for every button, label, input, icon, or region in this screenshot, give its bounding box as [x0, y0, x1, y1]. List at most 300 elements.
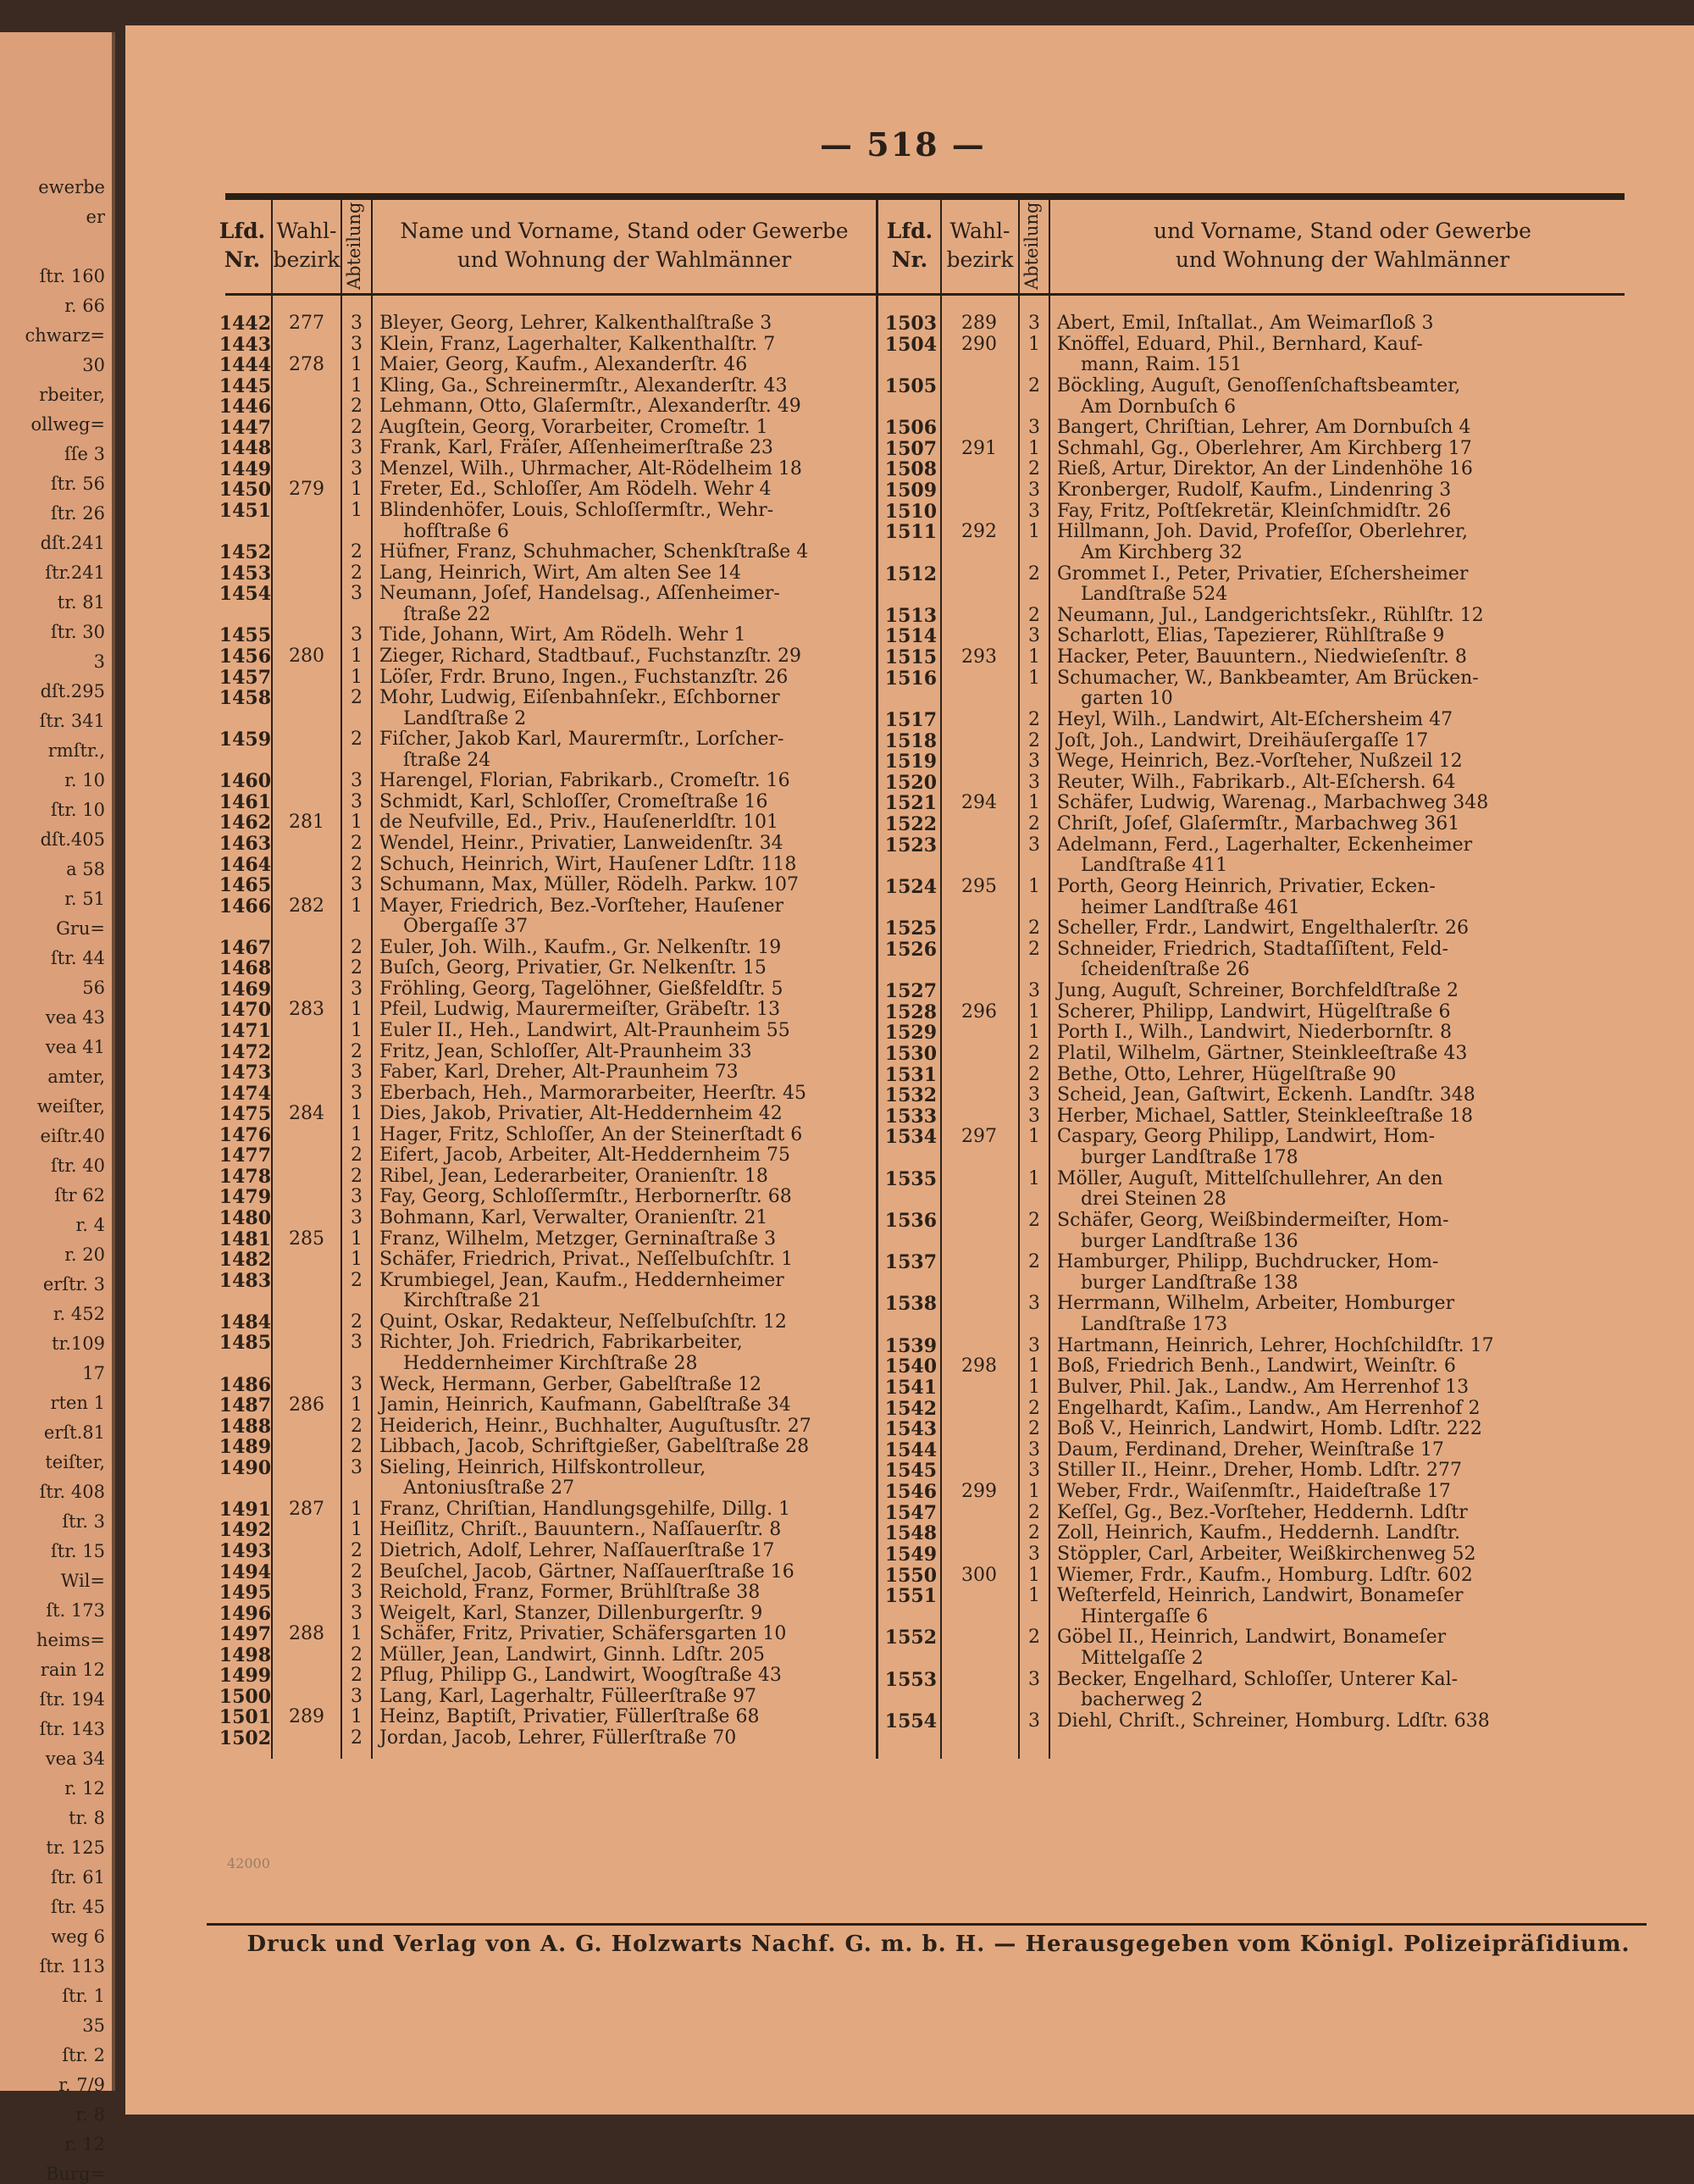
abteilung: 2 — [351, 1269, 363, 1291]
entry-number: 1474 — [219, 1082, 271, 1105]
entry-number: 1481 — [219, 1228, 271, 1250]
header-abteilung-right: Abteilung — [1021, 202, 1042, 290]
entry-text: Fay, Georg, Schloſſermſtr., Herbornerſtr. 68 — [379, 1186, 792, 1208]
entry-number: 1483 — [219, 1269, 271, 1292]
entry-text: Weſterfeld, Heinrich, Landwirt, Bonameſer — [1057, 1585, 1464, 1607]
left-page-fragment: 3 — [93, 651, 105, 672]
entry-text: mann, Raim. 151 — [1057, 354, 1243, 376]
left-page-fragment: ſtr. 1 — [62, 1986, 105, 2006]
abteilung: 1 — [351, 812, 363, 834]
entry-text: Hager, Fritz, Schloſſer, An der Steinerſtadt 6 — [379, 1123, 803, 1145]
abteilung: 2 — [1028, 1418, 1040, 1440]
entry-text: Schäfer, Friedrich, Privat., Neſſelbuſchſtr. 1 — [379, 1249, 794, 1271]
table-row — [125, 1211, 1694, 1231]
entry-text: Göbel II., Heinrich, Landwirt, Bonameſer — [1057, 1627, 1447, 1649]
left-page-fragment: ſtr. 113 — [39, 1956, 105, 1976]
entry-number: 1454 — [219, 583, 271, 606]
left-page-fragment: 56 — [82, 978, 105, 998]
entry-text: heimer Landſtraße 461 — [1057, 896, 1300, 918]
entry-text: Blindenhöfer, Louis, Schloſſermſtr., Wehr- — [379, 500, 774, 522]
table-row — [125, 502, 1694, 522]
entry-number: 1516 — [884, 667, 937, 690]
abteilung: 2 — [351, 1165, 363, 1187]
entry-text: Euler II., Heh., Landwirt, Alt-Praunheim 55 — [379, 1020, 790, 1041]
left-page-fragment: ſtr. 30 — [50, 622, 105, 642]
wahlbezirk: 294 — [961, 792, 997, 814]
entry-number: 1459 — [219, 729, 271, 751]
entry-text: drei Steinen 28 — [1057, 1189, 1226, 1211]
abteilung: 2 — [351, 1040, 363, 1062]
table-row — [125, 999, 1694, 1023]
entry-text: Franz, Wilhelm, Metzger, Gerninaſtraße 3 — [379, 1228, 777, 1250]
table-row — [125, 1352, 1694, 1378]
wahlbezirk: 280 — [289, 645, 324, 667]
abteilung: 2 — [1028, 1209, 1040, 1231]
table-row — [125, 543, 1694, 563]
header-lfd-nr: Lfd. Nr. — [219, 219, 266, 272]
table-row — [125, 459, 1694, 479]
entry-text: Schumacher, W., Bankbeamter, Am Brücken- — [1057, 667, 1479, 689]
entry-number: 1527 — [884, 980, 937, 1003]
left-page-fragment: teiſter, — [45, 1452, 105, 1472]
left-page-fragment: 35 — [82, 2015, 105, 2036]
abteilung: 3 — [351, 1207, 363, 1229]
entry-text: Porth, Georg Heinrich, Privatier, Ecken- — [1057, 875, 1436, 897]
footer-imprint: Druck und Verlag von A. G. Holzwarts Nachf. G. m. b. H. — Herausgegeben vom Königl. Polizeipräſidium. — [246, 1932, 1630, 1957]
entry-text: Obergaſſe 37 — [379, 916, 529, 938]
left-page-fragment: vea 41 — [45, 1037, 105, 1057]
entry-text: Bleyer, Georg, Lehrer, Kalkenthalſtraße 3 — [379, 313, 772, 334]
abteilung: 3 — [351, 1082, 363, 1104]
wahlbezirk: 285 — [289, 1228, 324, 1250]
entry-number: 1491 — [219, 1498, 271, 1521]
table-row — [125, 751, 1694, 772]
entry-number: 1532 — [884, 1084, 937, 1107]
entry-number: 1501 — [219, 1706, 271, 1729]
entry-text: Schäfer, Georg, Weißbindermeiſter, Hom- — [1057, 1209, 1449, 1231]
entry-text: Augſtein, Georg, Vorarbeiter, Cromeſtr. 1 — [379, 416, 768, 438]
entry-number: 1523 — [884, 834, 937, 856]
abteilung: 3 — [351, 1373, 363, 1395]
wahlbezirk: 278 — [289, 354, 324, 376]
entry-text: Reichold, Franz, Former, Brühlſtraße 38 — [379, 1582, 761, 1604]
table-row — [125, 1269, 1694, 1294]
entry-text: Frank, Karl, Fräſer, Aſſenheimerſtraße 23 — [379, 437, 773, 459]
table-row — [125, 936, 1694, 961]
entry-text: Pfeil, Ludwig, Maurermeiſter, Gräbeſtr. 13 — [379, 999, 781, 1021]
entry-number: 1477 — [219, 1145, 271, 1167]
entry-number: 1479 — [219, 1186, 271, 1209]
header-name-left: Name und Vorname, Stand oder Gewerbe und Wohnung der Wahlmänner — [400, 219, 849, 272]
entry-text: Am Dornbuſch 6 — [1057, 396, 1237, 418]
wahlbezirk: 297 — [961, 1126, 997, 1148]
table-row — [125, 1461, 1694, 1481]
table-row — [125, 1123, 1694, 1149]
abteilung: 2 — [1028, 563, 1040, 585]
entry-text: Fröhling, Georg, Tagelöhner, Gießfeldſtr. 5 — [379, 978, 783, 1000]
entry-number: 1515 — [884, 646, 937, 669]
abteilung: 2 — [1028, 813, 1040, 835]
entry-number: 1451 — [219, 500, 271, 523]
entry-number: 1489 — [219, 1436, 271, 1459]
left-page-fragment: vea 34 — [45, 1749, 105, 1769]
table-row — [125, 1082, 1694, 1107]
abteilung: 1 — [1028, 1355, 1040, 1377]
abteilung: 3 — [351, 457, 363, 479]
entry-text: Weigelt, Karl, Stanzer, Dillenburgerſtr. 9 — [379, 1602, 763, 1624]
abteilung: 1 — [351, 1394, 363, 1416]
entry-text: Franz, Chriſtian, Handlungsgehilfe, Dillg. 1 — [379, 1498, 791, 1520]
entry-text: Tide, Johann, Wirt, Am Rödelh. Wehr 1 — [379, 624, 746, 646]
entry-text: Heddernheimer Kirchſtraße 28 — [379, 1352, 698, 1374]
abteilung: 2 — [351, 957, 363, 979]
entry-text: Löſer, Frdr. Bruno, Ingen., Fuchstanzſtr. 26 — [379, 666, 789, 688]
entry-text: Schneider, Friedrich, Stadtaſſiſtent, Feld- — [1057, 938, 1448, 960]
table-row — [125, 647, 1694, 668]
entry-text: Richter, Joh. Friedrich, Fabrikarbeiter, — [379, 1332, 743, 1354]
abteilung: 2 — [351, 729, 363, 751]
abteilung: 1 — [1028, 1481, 1040, 1503]
entry-text: Hillmann, Joh. David, Profeſſor, Oberlehrer, — [1057, 521, 1468, 543]
entry-number: 1453 — [219, 562, 271, 585]
entry-number: 1530 — [884, 1042, 937, 1065]
wahlbezirk: 279 — [289, 479, 324, 501]
table-row — [125, 957, 1694, 981]
table-row — [125, 1065, 1694, 1085]
entry-text: Böckling, Auguſt, Genoſſenſchaftsbeamter, — [1057, 374, 1461, 396]
abteilung: 3 — [1028, 1668, 1040, 1690]
entry-number: 1543 — [884, 1418, 937, 1441]
left-page-fragment: ſtr. 45 — [50, 1897, 105, 1917]
wahlbezirk: 287 — [289, 1498, 324, 1520]
entry-text: Scharlott, Elias, Tapezierer, Rühlſtraße 9 — [1057, 625, 1445, 647]
entry-text: burger Landſtraße 178 — [1057, 1147, 1298, 1169]
left-page-fragment: ſſe 3 — [64, 444, 105, 464]
entry-number: 1495 — [219, 1582, 271, 1605]
table-row — [125, 1503, 1694, 1523]
abteilung: 2 — [1028, 458, 1040, 480]
entry-number: 1450 — [219, 479, 271, 502]
table-row — [125, 1148, 1694, 1168]
left-page-fragment: heims= — [36, 1630, 105, 1650]
entry-text: Platil, Wilhelm, Gärtner, Steinkleeſtraße 43 — [1057, 1042, 1468, 1064]
entry-text: Mohr, Ludwig, Eiſenbahnſekr., Eſchborner — [379, 687, 780, 709]
table-row — [125, 1399, 1694, 1419]
wahlbezirk: 298 — [961, 1355, 997, 1377]
left-page-fragment: dſt.295 — [40, 681, 105, 701]
entry-text: Daum, Ferdinand, Dreher, Weinſtraße 17 — [1057, 1438, 1444, 1461]
entry-text: Schmahl, Gg., Oberlehrer, Am Kirchberg 17 — [1057, 437, 1472, 459]
entry-number: 1511 — [884, 521, 937, 544]
entry-text: Kirchſtraße 21 — [379, 1290, 542, 1312]
entry-text: Schäfer, Ludwig, Warenag., Marbachweg 348 — [1057, 792, 1489, 814]
abteilung: 2 — [351, 1415, 363, 1437]
abteilung: 2 — [351, 1145, 363, 1167]
abteilung: 2 — [1028, 938, 1040, 960]
entry-text: Schuch, Heinrich, Wirt, Hauſener Ldſtr. 118 — [379, 853, 797, 875]
table-row — [125, 1690, 1694, 1710]
abteilung: 3 — [351, 1456, 363, 1478]
wahlbezirk: 296 — [961, 1001, 997, 1023]
header-wahlbezirk-right: Wahl- bezirk — [946, 219, 1014, 272]
entry-text: Menzel, Wilh., Uhrmacher, Alt-Rödelheim 18 — [379, 457, 802, 479]
entry-text: Klein, Franz, Lagerhalter, Kalkenthalſtr. 7 — [379, 333, 776, 355]
entry-text: Lehmann, Otto, Glaſermſtr., Alexanderſtr. 49 — [379, 396, 801, 418]
wahlbezirk: 295 — [961, 875, 997, 897]
wahlbezirk: 292 — [961, 521, 997, 543]
left-page-fragment: ewerbe — [38, 177, 105, 197]
entry-number: 1507 — [884, 437, 937, 460]
entry-number: 1469 — [219, 978, 271, 1001]
abteilung: 3 — [351, 1186, 363, 1208]
abteilung: 3 — [1028, 1105, 1040, 1127]
entry-text: Keſſel, Gg., Bez.-Vorſteher, Heddernh. Ldſtr — [1057, 1501, 1468, 1523]
abteilung: 2 — [1028, 1063, 1040, 1085]
left-page-fragment: erſtr. 3 — [42, 1274, 105, 1294]
entry-number: 1505 — [884, 374, 937, 397]
abteilung: 2 — [351, 687, 363, 709]
abteilung: 2 — [1028, 1042, 1040, 1064]
entry-text: Hartmann, Heinrich, Lehrer, Hochſchildſtr. 17 — [1057, 1334, 1494, 1356]
left-page-fragment: ſtr. 408 — [39, 1482, 105, 1502]
table-row — [125, 1336, 1694, 1356]
wahlbezirk: 289 — [289, 1706, 324, 1728]
wahlbezirk: 293 — [961, 646, 997, 668]
entry-number: 1504 — [884, 333, 937, 356]
entry-number: 1470 — [219, 999, 271, 1022]
table-row — [125, 668, 1694, 689]
left-page-fragment: ſtr. 10 — [50, 800, 105, 820]
table-row — [125, 814, 1694, 834]
table-row — [125, 397, 1694, 418]
entry-text: Lang, Heinrich, Wirt, Am alten See 14 — [379, 562, 742, 584]
abteilung: 2 — [351, 396, 363, 418]
entry-text: Wiemer, Frdr., Kaufm., Homburg. Ldſtr. 602 — [1057, 1564, 1473, 1586]
abteilung: 3 — [351, 1062, 363, 1084]
left-page-fragment: 30 — [82, 355, 105, 375]
left-page-fragment: r. 452 — [53, 1304, 105, 1324]
entry-text: Landſtraße 2 — [379, 707, 527, 729]
left-page-fragment: ollweg= — [30, 414, 105, 435]
abteilung: 1 — [1028, 792, 1040, 814]
abteilung: 1 — [351, 1228, 363, 1250]
table-row — [125, 1670, 1694, 1690]
entry-text: Heyl, Wilh., Landwirt, Alt-Eſchersheim 47 — [1057, 708, 1453, 730]
entry-text: Stöppler, Carl, Arbeiter, Weißkirchenweg 52 — [1057, 1543, 1476, 1565]
left-page-fragment: r. 20 — [64, 1244, 105, 1265]
table-row — [125, 853, 1694, 877]
table-row — [125, 1165, 1694, 1190]
abteilung: 3 — [351, 1602, 363, 1624]
abteilung: 3 — [1028, 771, 1040, 793]
entry-number: 1449 — [219, 457, 271, 480]
abteilung: 3 — [1028, 1084, 1040, 1106]
entry-text: Zieger, Richard, Stadtbauf., Fuchstanzſtr. 29 — [379, 645, 801, 667]
entry-text: Landſtraße 173 — [1057, 1314, 1228, 1336]
abteilung: 3 — [1028, 751, 1040, 773]
entry-text: Heinz, Baptiſt, Privatier, Füllerſtraße 68 — [379, 1706, 760, 1728]
table-row — [125, 439, 1694, 459]
left-page-fragment: r. 10 — [64, 770, 105, 790]
entry-text: Ribel, Jean, Lederarbeiter, Oranienſtr. 18 — [379, 1165, 768, 1187]
entry-text: ſtraße 24 — [379, 749, 491, 771]
entry-text: Bangert, Chriſtian, Lehrer, Am Dornbuſch 4 — [1057, 417, 1471, 439]
left-page-fragment: tr. 8 — [69, 1808, 105, 1828]
entry-text: Stiller II., Heinr., Dreher, Homb. Ldſtr. 277 — [1057, 1460, 1462, 1482]
header-bottom-rule — [225, 293, 1625, 296]
entry-text: Neumann, Joſef, Handelsag., Aſſenheimer- — [379, 583, 780, 605]
wahlbezirk: 288 — [289, 1623, 324, 1645]
entry-text: Freter, Ed., Schloſſer, Am Rödelh. Wehr 4 — [379, 479, 772, 501]
entry-number: 1480 — [219, 1207, 271, 1230]
entry-text: Wege, Heinrich, Bez.-Vorſteher, Nußzeil 12 — [1057, 751, 1463, 773]
table-row — [125, 1566, 1694, 1586]
abteilung: 3 — [1028, 1438, 1040, 1461]
left-page-fragment: ſtr. 26 — [50, 503, 105, 524]
abteilung: 2 — [1028, 374, 1040, 396]
entry-number: 1448 — [219, 437, 271, 460]
table-row — [125, 1103, 1694, 1128]
entry-text: Scherer, Philipp, Landwirt, Hügelſtraße 6 — [1057, 1001, 1451, 1023]
entry-text: ſcheidenſtraße 26 — [1057, 959, 1250, 981]
wahlbezirk: 286 — [289, 1394, 324, 1416]
entry-text: ſtraße 22 — [379, 603, 491, 625]
table-row — [125, 832, 1694, 856]
abteilung: 3 — [1028, 479, 1040, 501]
entry-number: 1464 — [219, 853, 271, 876]
entry-number: 1547 — [884, 1501, 937, 1524]
entry-number: 1456 — [219, 645, 271, 668]
table-row — [125, 313, 1694, 334]
entry-text: Reuter, Wilh., Fabrikarb., Alt-Eſchersh. 64 — [1057, 771, 1456, 793]
left-page-fragment: r. 7/9 — [58, 2075, 105, 2095]
table-row — [125, 1523, 1694, 1544]
abteilung: 1 — [1028, 521, 1040, 543]
entry-number: 1526 — [884, 938, 937, 961]
entry-number: 1549 — [884, 1543, 937, 1566]
entry-text: bacherweg 2 — [1057, 1689, 1204, 1711]
entry-number: 1524 — [884, 875, 937, 898]
entry-text: Herber, Michael, Sattler, Steinkleeſtraße 18 — [1057, 1105, 1473, 1127]
wahlbezirk: 300 — [961, 1564, 997, 1586]
entry-text: Landſtraße 411 — [1057, 855, 1228, 877]
entry-number: 1478 — [219, 1165, 271, 1188]
abteilung: 1 — [1028, 1564, 1040, 1586]
entry-number: 1472 — [219, 1040, 271, 1063]
abteilung: 3 — [1028, 625, 1040, 647]
entry-number: 1550 — [884, 1564, 937, 1587]
entry-number: 1534 — [884, 1126, 937, 1149]
table-row — [125, 418, 1694, 438]
abteilung: 2 — [351, 832, 363, 854]
header-wahlbezirk: Wahl- bezirk — [273, 219, 340, 272]
abteilung: 1 — [1028, 1585, 1040, 1607]
left-page-fragment: a 58 — [66, 859, 105, 879]
abteilung: 2 — [1028, 1397, 1040, 1419]
document-page — [125, 25, 1694, 2115]
left-page-fragment: r. 4 — [75, 1215, 105, 1235]
abteilung: 1 — [351, 999, 363, 1021]
abteilung: 1 — [351, 1623, 363, 1645]
wahlbezirk: 281 — [289, 812, 324, 834]
entry-text: Boß, Friedrich Benh., Landwirt, Weinſtr. 6 — [1057, 1355, 1456, 1377]
entry-text: Heiderich, Heinr., Buchhalter, Auguſtusſtr. 27 — [379, 1415, 811, 1437]
entry-number: 1486 — [219, 1373, 271, 1396]
abteilung: 1 — [1028, 875, 1040, 897]
entry-text: Adelmann, Ferd., Lagerhalter, Eckenheimer — [1057, 834, 1473, 856]
entry-text: Sieling, Heinrich, Hilfskontrolleur, — [379, 1456, 706, 1478]
entry-number: 1533 — [884, 1105, 937, 1128]
table-row — [125, 918, 1694, 939]
abteilung: 3 — [1028, 1460, 1040, 1482]
entry-number: 1554 — [884, 1710, 937, 1732]
abteilung: 2 — [351, 1665, 363, 1687]
entry-text: Bulver, Phil. Jak., Landw., Am Herrenhof 13 — [1057, 1376, 1470, 1398]
entry-text: Dies, Jakob, Privatier, Alt-Heddernheim 42 — [379, 1103, 783, 1125]
left-page-fragment: tr. 125 — [46, 1838, 105, 1858]
abteilung: 1 — [351, 1498, 363, 1520]
entry-text: Buſch, Georg, Privatier, Gr. Nelkenſtr. 15 — [379, 957, 767, 979]
entry-text: Libbach, Jacob, Schriftgießer, Gabelſtraße 28 — [379, 1436, 810, 1458]
entry-number: 1445 — [219, 374, 271, 397]
table-row — [125, 355, 1694, 375]
entry-number: 1452 — [219, 541, 271, 564]
entry-text: Lang, Karl, Lagerhaltr, Fülleerſtraße 97 — [379, 1685, 757, 1707]
entry-number: 1498 — [219, 1644, 271, 1666]
left-page-fragment: dſt.405 — [40, 829, 105, 850]
table-row — [125, 1711, 1694, 1732]
abteilung: 1 — [351, 354, 363, 376]
table-row — [125, 522, 1694, 542]
entry-text: Am Kirchberg 32 — [1057, 541, 1243, 563]
entry-number: 1465 — [219, 874, 271, 897]
entry-number: 1488 — [219, 1415, 271, 1438]
abteilung: 2 — [351, 1727, 363, 1749]
entry-text: Boß V., Heinrich, Landwirt, Homb. Ldſtr. 222 — [1057, 1418, 1482, 1440]
left-page-fragment: ſtr. 143 — [39, 1719, 105, 1739]
entry-text: Bethe, Otto, Lehrer, Hügelſtraße 90 — [1057, 1063, 1397, 1085]
entry-text: Hacker, Peter, Bauuntern., Niedwieſenſtr. 8 — [1057, 646, 1467, 668]
table-row — [125, 603, 1694, 627]
abteilung: 3 — [1028, 1293, 1040, 1315]
entry-text: Eifert, Jacob, Arbeiter, Alt-Heddernheim 75 — [379, 1145, 791, 1167]
table-row — [125, 376, 1694, 396]
abteilung: 2 — [1028, 729, 1040, 751]
entry-text: Rieß, Artur, Direktor, An der Lindenhöhe 16 — [1057, 458, 1473, 480]
abteilung: 1 — [351, 645, 363, 667]
left-page-fragment: r. 51 — [64, 889, 105, 909]
abteilung: 2 — [351, 541, 363, 563]
wahlbezirk: 284 — [289, 1103, 324, 1125]
abteilung: 1 — [351, 895, 363, 917]
entry-number: 1442 — [219, 313, 271, 335]
table-row — [125, 480, 1694, 501]
entry-text: Faber, Karl, Dreher, Alt-Praunheim 73 — [379, 1062, 739, 1084]
header-top-rule — [225, 193, 1625, 200]
entry-text: Hintergaſſe 6 — [1057, 1605, 1209, 1627]
left-page-fragment: vea 43 — [45, 1007, 105, 1028]
entry-text: Jordan, Jacob, Lehrer, Füllerſtraße 70 — [379, 1727, 737, 1749]
abteilung: 1 — [351, 500, 363, 522]
entry-number: 1506 — [884, 417, 937, 440]
left-page-fragment: dſt.241 — [40, 533, 105, 553]
left-page-fragment: rbeiter, — [39, 385, 105, 405]
entry-text: Eberbach, Heh., Marmorarbeiter, Heerſtr. 45 — [379, 1082, 807, 1104]
wahlbezirk: 283 — [289, 999, 324, 1021]
table-row — [125, 1544, 1694, 1565]
left-page-fragment: amter, — [47, 1067, 105, 1087]
entry-number: 1538 — [884, 1293, 937, 1316]
